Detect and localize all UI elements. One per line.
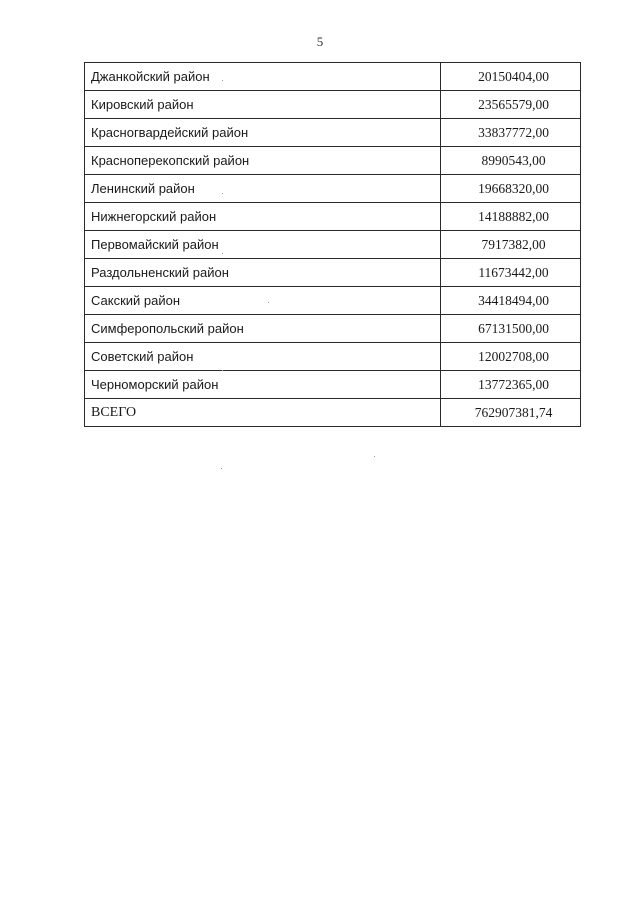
scan-speck (222, 370, 223, 371)
table-row (85, 147, 581, 175)
district-value: 11673442,00 (441, 259, 581, 287)
district-name: Красноперекопский район (85, 147, 441, 175)
district-table (84, 62, 581, 427)
district-value: 14188882,00 (441, 203, 581, 231)
table-row (85, 119, 581, 147)
total-value: 762907381,74 (441, 399, 581, 427)
district-name: Красногвардейский район (85, 119, 441, 147)
district-value: 19668320,00 (441, 175, 581, 203)
table-row (85, 259, 581, 287)
total-label: ВСЕГО (85, 399, 441, 427)
scan-speck (222, 253, 223, 254)
table-row (85, 91, 581, 119)
district-value: 34418494,00 (441, 287, 581, 315)
table-row (85, 371, 581, 399)
district-value: 12002708,00 (441, 343, 581, 371)
district-name: Нижнегорский район (85, 203, 441, 231)
scan-speck (222, 80, 223, 81)
district-value: 67131500,00 (441, 315, 581, 343)
district-name: Кировский район (85, 91, 441, 119)
district-name: Раздольненский район (85, 259, 441, 287)
scan-speck (222, 193, 223, 194)
district-name: Сакский район (85, 287, 441, 315)
table-row (85, 231, 581, 259)
district-name: Джанкойский район (85, 63, 441, 91)
scan-speck (374, 456, 375, 457)
table-row (85, 203, 581, 231)
table-row (85, 287, 581, 315)
table-row (85, 343, 581, 371)
district-value: 7917382,00 (441, 231, 581, 259)
district-value: 13772365,00 (441, 371, 581, 399)
district-name: Симферопольский район (85, 315, 441, 343)
district-value: 20150404,00 (441, 63, 581, 91)
district-name: Первомайский район (85, 231, 441, 259)
district-value: 8990543,00 (441, 147, 581, 175)
district-name: Советский район (85, 343, 441, 371)
page-number: 5 (316, 34, 324, 49)
table-row (85, 315, 581, 343)
scan-speck (268, 302, 269, 303)
table-row (85, 63, 581, 91)
district-name: Черноморский район (85, 371, 441, 399)
district-value: 33837772,00 (441, 119, 581, 147)
scan-speck (221, 468, 222, 469)
district-value: 23565579,00 (441, 91, 581, 119)
district-name: Ленинский район (85, 175, 441, 203)
table-row (85, 175, 581, 203)
total-row (85, 399, 581, 427)
